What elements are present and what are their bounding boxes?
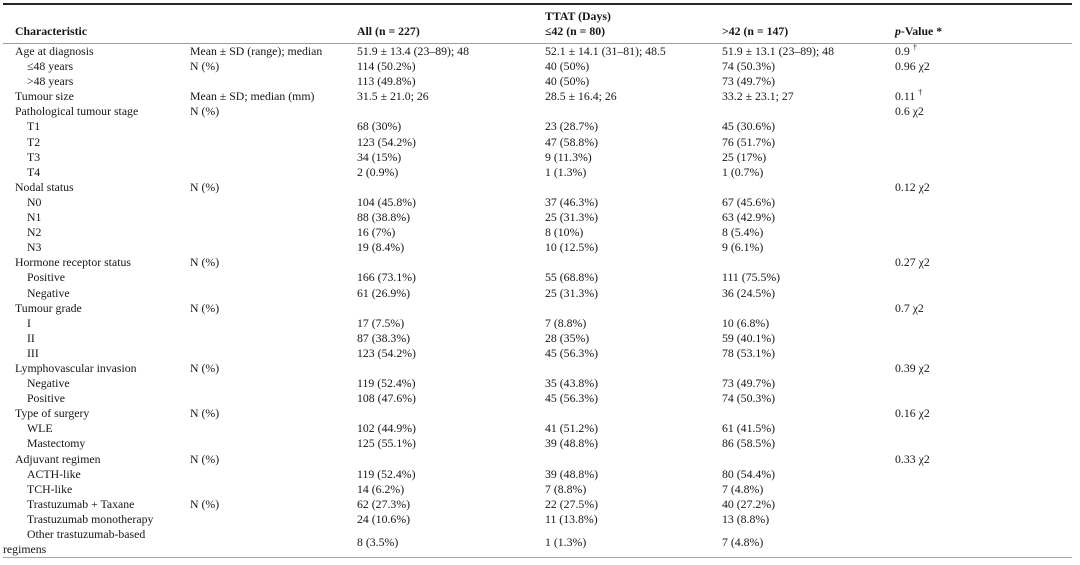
all-cell: 113 (49.8%)	[357, 74, 416, 89]
le42-cell: 55 (68.8%)	[545, 270, 599, 285]
pvalue-cell	[895, 286, 1072, 301]
le42-cell	[545, 104, 722, 119]
pvalue-cell: 0.7 χ2	[895, 300, 924, 315]
pvalue-cell	[895, 270, 1072, 285]
descriptor-cell: N (%)	[190, 179, 220, 194]
pvalue-cell: 0.9 †	[895, 42, 917, 58]
descriptor-cell	[190, 195, 357, 210]
pvalue-cell	[895, 391, 1072, 406]
gt42-cell: 59 (40.1%)	[722, 330, 776, 345]
pvalue-cell	[895, 119, 1072, 134]
table-row	[3, 165, 1072, 180]
gt42-cell: 73 (49.7%)	[722, 74, 776, 89]
gt42-cell: 80 (54.4%)	[722, 466, 776, 481]
table-row	[3, 391, 1072, 406]
pvalue-cell: 0.96 χ2	[895, 59, 930, 74]
gt42-cell	[722, 452, 895, 467]
gt42-cell: 78 (53.1%)	[722, 345, 776, 360]
descriptor-cell	[190, 331, 357, 346]
le42-cell	[545, 406, 722, 421]
le42-cell: 37 (46.3%)	[545, 194, 599, 209]
descriptor-cell	[190, 467, 357, 482]
col-header-pvalue	[895, 24, 1072, 44]
gt42-cell: 33.2 ± 23.1; 27	[722, 89, 794, 104]
gt42-cell	[722, 255, 895, 270]
descriptor-cell	[190, 270, 357, 285]
le42-cell: 1 (1.3%)	[545, 534, 587, 549]
characteristic-cell: I	[27, 315, 31, 330]
table-row	[3, 135, 1072, 150]
col-header-le42: ≤42 (n = 80)	[545, 24, 606, 38]
characteristic-cell: N1	[27, 210, 42, 225]
table-row	[3, 74, 1072, 89]
le42-cell: 52.1 ± 14.1 (31–81); 48.5	[545, 44, 666, 58]
all-cell: 108 (47.6%)	[357, 391, 416, 406]
pvalue-cell: 0.11 †	[895, 87, 923, 104]
characteristic-cell: Lymphovascular invasion	[15, 360, 137, 375]
descriptor-cell: N (%)	[190, 300, 220, 315]
descriptor-cell: N (%)	[190, 104, 220, 119]
all-cell	[357, 361, 545, 376]
pvalue-cell	[895, 240, 1072, 255]
descriptor-cell	[190, 150, 357, 165]
descriptor-cell: N (%)	[190, 59, 220, 74]
table-row	[3, 180, 1072, 195]
col-header-gt42: >42 (n = 147)	[722, 24, 789, 38]
gt42-cell: 40 (27.2%)	[722, 496, 776, 511]
gt42-cell: 74 (50.3%)	[722, 59, 776, 74]
table-row	[3, 240, 1072, 255]
pvalue-cell: 0.33 χ2	[895, 451, 930, 466]
characteristic-cell: Positive	[27, 391, 66, 406]
le42-cell: 45 (56.3%)	[545, 345, 599, 360]
gt42-cell	[722, 406, 895, 421]
descriptor-cell	[190, 210, 357, 225]
descriptor-cell	[190, 391, 357, 406]
le42-cell: 25 (31.3%)	[545, 210, 599, 225]
table-row	[3, 195, 1072, 210]
all-cell: 123 (54.2%)	[357, 345, 416, 360]
gt42-cell: 74 (50.3%)	[722, 391, 776, 406]
gt42-cell: 63 (42.9%)	[722, 210, 776, 225]
all-cell	[357, 104, 545, 119]
characteristic-cell: Trastuzumab + Taxane	[27, 496, 135, 511]
characteristic-cell: T3	[27, 149, 41, 164]
all-cell: 8 (3.5%)	[357, 534, 399, 549]
pvalue-cell	[895, 135, 1072, 150]
le42-cell: 11 (13.8%)	[545, 511, 598, 526]
le42-cell: 7 (8.8%)	[545, 315, 587, 330]
dagger-marker: †	[912, 42, 917, 53]
le42-cell: 7 (8.8%)	[545, 481, 587, 496]
descriptor-cell	[190, 527, 357, 558]
table-row	[3, 286, 1072, 301]
all-cell	[357, 452, 545, 467]
table-row	[3, 482, 1072, 497]
characteristics-table	[3, 3, 1072, 558]
characteristic-cell: T1	[27, 119, 41, 134]
pvalue-cell	[895, 527, 1072, 558]
characteristic-cell: Tumour grade	[15, 300, 82, 315]
characteristic-cell: Pathological tumour stage	[15, 104, 139, 119]
descriptor-cell	[190, 482, 357, 497]
table-row	[3, 301, 1072, 316]
gt42-cell: 13 (8.8%)	[722, 511, 770, 526]
pvalue-cell	[895, 225, 1072, 240]
gt42-cell: 61 (41.5%)	[722, 421, 776, 436]
gt42-cell	[722, 180, 895, 195]
gt42-cell: 76 (51.7%)	[722, 134, 776, 149]
characteristic-cell: Nodal status	[15, 179, 74, 194]
pvalue-cell	[895, 436, 1072, 451]
table-row	[3, 255, 1072, 270]
all-cell: 119 (52.4%)	[357, 376, 416, 391]
table-row	[3, 497, 1072, 512]
characteristic-cell: N3	[27, 240, 42, 255]
table-row	[3, 150, 1072, 165]
table-row	[3, 512, 1072, 527]
pvalue-cell: 0.39 χ2	[895, 360, 930, 375]
table-row	[3, 210, 1072, 225]
pvalue-cell	[895, 316, 1072, 331]
characteristic-cell: ≤48 years	[27, 59, 74, 74]
le42-cell	[545, 452, 722, 467]
pvalue-cell	[895, 165, 1072, 180]
characteristic-cell: III	[27, 345, 39, 360]
all-cell: 62 (27.3%)	[357, 496, 411, 511]
descriptor-cell: Mean ± SD (range); median	[190, 44, 323, 58]
gt42-cell: 36 (24.5%)	[722, 285, 776, 300]
characteristic-cell: Hormone receptor status	[15, 255, 131, 270]
descriptor-cell	[190, 316, 357, 331]
col-header-all: All (n = 227)	[357, 24, 420, 38]
characteristic-cell: Negative	[27, 376, 70, 391]
all-cell: 104 (45.8%)	[357, 194, 416, 209]
descriptor-cell: Mean ± SD; median (mm)	[190, 89, 315, 104]
gt42-cell: 9 (6.1%)	[722, 240, 764, 255]
le42-cell	[545, 361, 722, 376]
descriptor-cell	[190, 376, 357, 391]
all-cell: 68 (30%)	[357, 119, 402, 134]
le42-cell	[545, 255, 722, 270]
le42-cell: 1 (1.3%)	[545, 164, 587, 179]
pvalue-cell	[895, 482, 1072, 497]
table-row	[3, 376, 1072, 391]
table-row	[3, 406, 1072, 421]
all-cell: 16 (7%)	[357, 225, 396, 240]
all-cell: 88 (38.8%)	[357, 210, 411, 225]
paper-table-page	[3, 0, 1072, 558]
le42-cell: 41 (51.2%)	[545, 421, 599, 436]
descriptor-cell	[190, 74, 357, 89]
descriptor-cell: N (%)	[190, 451, 220, 466]
table-row	[3, 346, 1072, 361]
characteristic-cell: Tumour size	[15, 89, 74, 104]
table-row	[3, 436, 1072, 451]
descriptor-cell	[190, 119, 357, 134]
table-row	[3, 331, 1072, 346]
all-cell: 87 (38.3%)	[357, 330, 411, 345]
descriptor-cell	[190, 240, 357, 255]
all-cell: 119 (52.4%)	[357, 466, 416, 481]
table-row	[3, 270, 1072, 285]
characteristic-cell: Other trastuzumab-based regimens	[3, 527, 146, 557]
pvalue-cell: 0.16 χ2	[895, 406, 930, 421]
descriptor-cell	[190, 135, 357, 150]
le42-cell: 35 (43.8%)	[545, 376, 599, 391]
table-row	[3, 467, 1072, 482]
pvalue-cell	[895, 376, 1072, 391]
gt42-cell	[722, 301, 895, 316]
le42-cell: 45 (56.3%)	[545, 391, 599, 406]
descriptor-cell: N (%)	[190, 255, 220, 270]
le42-cell: 22 (27.5%)	[545, 496, 599, 511]
table-body	[3, 44, 1072, 558]
le42-cell: 40 (50%)	[545, 74, 590, 89]
characteristic-cell: N2	[27, 225, 42, 240]
gt42-cell: 86 (58.5%)	[722, 436, 776, 451]
descriptor-cell	[190, 512, 357, 527]
characteristic-cell: Positive	[27, 270, 66, 285]
all-cell: 34 (15%)	[357, 149, 402, 164]
all-cell: 19 (8.4%)	[357, 240, 405, 255]
table-row	[3, 452, 1072, 467]
pvalue-cell	[895, 497, 1072, 512]
descriptor-cell: N (%)	[190, 406, 220, 421]
descriptor-cell	[190, 286, 357, 301]
table-row	[3, 225, 1072, 240]
gt42-cell: 10 (6.8%)	[722, 315, 770, 330]
all-cell: 2 (0.9%)	[357, 164, 399, 179]
all-cell: 102 (44.9%)	[357, 421, 416, 436]
header-row	[3, 24, 1072, 44]
gt42-cell: 7 (4.8%)	[722, 481, 764, 496]
pvalue-cell	[895, 421, 1072, 436]
descriptor-cell	[190, 225, 357, 240]
pvalue-cell: 0.12 χ2	[895, 179, 930, 194]
le42-cell: 23 (28.7%)	[545, 119, 599, 134]
le42-cell: 10 (12.5%)	[545, 240, 599, 255]
characteristic-cell: Trastuzumab monotherapy	[27, 511, 154, 526]
table-row	[3, 119, 1072, 134]
characteristic-cell: Negative	[27, 285, 70, 300]
gt42-cell: 25 (17%)	[722, 149, 767, 164]
table-row	[3, 104, 1072, 119]
le42-cell: 40 (50%)	[545, 59, 590, 74]
gt42-cell: 111 (75.5%)	[722, 270, 781, 285]
all-cell: 51.9 ± 13.4 (23–89); 48	[357, 44, 469, 58]
characteristic-cell: Type of surgery	[15, 406, 90, 421]
descriptor-cell	[190, 421, 357, 436]
all-cell: 31.5 ± 21.0; 26	[357, 89, 429, 104]
le42-cell: 39 (48.8%)	[545, 466, 599, 481]
descriptor-cell: N (%)	[190, 496, 220, 511]
characteristic-cell: Age at diagnosis	[15, 44, 94, 58]
le42-cell	[545, 301, 722, 316]
dagger-marker: †	[918, 87, 923, 98]
le42-cell: 39 (48.8%)	[545, 436, 599, 451]
le42-cell: 8 (10%)	[545, 225, 584, 240]
header-span-row	[3, 4, 1072, 24]
descriptor-cell	[190, 436, 357, 451]
gt42-cell	[722, 104, 895, 119]
descriptor-cell	[190, 346, 357, 361]
ttat-span-header: TTAT (Days)	[545, 9, 611, 23]
p-value-italic-p: p	[895, 24, 901, 38]
all-cell: 166 (73.1%)	[357, 270, 416, 285]
gt42-cell: 45 (30.6%)	[722, 119, 776, 134]
all-cell: 125 (55.1%)	[357, 436, 416, 451]
all-cell	[357, 180, 545, 195]
table-row	[3, 59, 1072, 74]
gt42-cell: 73 (49.7%)	[722, 376, 776, 391]
header-span-spacer	[3, 4, 545, 24]
le42-cell: 9 (11.3%)	[545, 149, 592, 164]
gt42-cell: 1 (0.7%)	[722, 164, 764, 179]
gt42-cell: 7 (4.8%)	[722, 534, 764, 549]
all-cell: 114 (50.2%)	[357, 59, 416, 74]
le42-cell: 47 (58.8%)	[545, 134, 599, 149]
gt42-cell: 67 (45.6%)	[722, 194, 776, 209]
table-row	[3, 316, 1072, 331]
pvalue-cell	[895, 346, 1072, 361]
characteristic-cell: N0	[27, 194, 42, 209]
all-cell: 24 (10.6%)	[357, 511, 411, 526]
characteristic-cell: TCH-like	[27, 481, 73, 496]
col-header-characteristic: Characteristic	[15, 24, 88, 38]
characteristic-cell: ACTH-like	[27, 466, 81, 481]
le42-cell: 25 (31.3%)	[545, 285, 599, 300]
gt42-cell: 51.9 ± 13.1 (23–89); 48	[722, 44, 834, 58]
table-row	[3, 527, 1072, 558]
pvalue-cell	[895, 150, 1072, 165]
col-header-descriptor	[190, 24, 357, 44]
all-cell: 123 (54.2%)	[357, 134, 416, 149]
table-row	[3, 361, 1072, 376]
all-cell	[357, 301, 545, 316]
characteristic-cell: T2	[27, 134, 41, 149]
gt42-cell: 8 (5.4%)	[722, 225, 764, 240]
all-cell	[357, 406, 545, 421]
le42-cell	[545, 180, 722, 195]
pvalue-cell	[895, 195, 1072, 210]
le42-cell: 28 (35%)	[545, 330, 590, 345]
pvalue-cell: 0.6 χ2	[895, 104, 924, 119]
le42-cell: 28.5 ± 16.4; 26	[545, 89, 617, 104]
table-row	[3, 44, 1072, 60]
table-header	[3, 4, 1072, 44]
all-cell	[357, 255, 545, 270]
all-cell: 61 (26.9%)	[357, 285, 411, 300]
characteristic-cell: >48 years	[27, 74, 74, 89]
pvalue-cell	[895, 210, 1072, 225]
characteristic-cell: Adjuvant regimen	[15, 451, 101, 466]
descriptor-cell: N (%)	[190, 360, 220, 375]
pvalue-cell	[895, 331, 1072, 346]
header-span-spacer-right	[722, 4, 1072, 24]
table-row	[3, 89, 1072, 104]
all-cell: 14 (6.2%)	[357, 481, 405, 496]
all-cell: 17 (7.5%)	[357, 315, 405, 330]
pvalue-cell	[895, 467, 1072, 482]
pvalue-cell	[895, 512, 1072, 527]
pvalue-cell: 0.27 χ2	[895, 255, 930, 270]
descriptor-cell	[190, 165, 357, 180]
characteristic-cell: II	[27, 330, 35, 345]
gt42-cell	[722, 361, 895, 376]
characteristic-cell: Mastectomy	[27, 436, 86, 451]
characteristic-cell: T4	[27, 164, 41, 179]
table-row	[3, 421, 1072, 436]
characteristic-cell: WLE	[27, 421, 53, 436]
p-value-rest: -Value *	[900, 24, 943, 38]
